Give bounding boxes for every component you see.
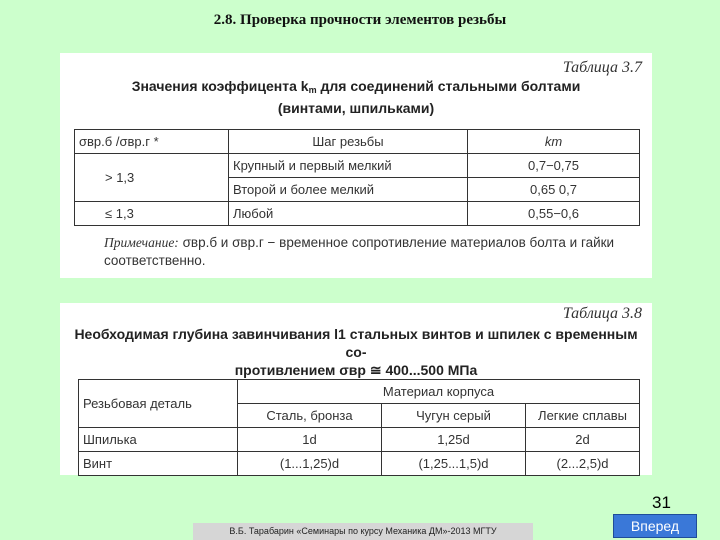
cell-steel: 1d: [238, 428, 382, 452]
cell-light: 2d: [526, 428, 640, 452]
next-button[interactable]: Вперед: [613, 514, 697, 538]
table-row: [79, 452, 640, 476]
cell-km: 0,55−0,6: [468, 202, 640, 226]
table-3-7-panel: [60, 53, 652, 278]
table-3-8: [78, 379, 640, 476]
footer-credit: В.Б. Тарабарин «Семинары по курсу Механика ДМ»-2013 МГТУ: [193, 523, 533, 540]
cell-part: Винт: [79, 452, 238, 476]
note-text: σвр.б и σвр.г − временное сопротивление материалов болта и гайки соответственно.: [104, 235, 615, 268]
table-row: [79, 428, 640, 452]
header-part: Резьбовая деталь: [79, 380, 238, 428]
table-number: Таблица 3.7: [562, 59, 642, 76]
cell-ratio: > 1,3: [75, 154, 229, 202]
cell-km: 0,65 0,7: [468, 178, 640, 202]
cell-cast-iron: 1,25d: [382, 428, 526, 452]
header-km: km: [468, 130, 640, 154]
note-label: Примечание:: [104, 235, 179, 250]
cell-steel: (1...1,25)d: [238, 452, 382, 476]
table-3-8-panel: [60, 303, 652, 475]
header-light: Легкие сплавы: [526, 404, 640, 428]
cell-light: (2...2,5)d: [526, 452, 640, 476]
table-3-7: [74, 129, 640, 226]
table-number: Таблица 3.8: [562, 305, 642, 322]
table-heading: Необходимая глубина завинчивания l1 стальных винтов и шпилек с временным со- противлением σвр ≅ 400...500 МПа: [74, 326, 638, 378]
cell-ratio: ≤ 1,3: [75, 202, 229, 226]
slide-title: 2.8. Проверка прочности элементов резьбы: [213, 12, 507, 28]
header-ratio: σвр.б /σвр.г *: [75, 130, 229, 154]
cell-km: 0,7−0,75: [468, 154, 640, 178]
table-heading: Значения коэффицента $k_m$ для соединений стальными болтами (винтами, шпильками): [131, 78, 581, 116]
table-header-row: [79, 380, 640, 404]
header-material: Материал корпуса: [238, 380, 640, 404]
header-cast-iron: Чугун серый: [382, 404, 526, 428]
page-number: 31: [652, 493, 671, 512]
table-header-row: [75, 130, 640, 154]
header-steel: Сталь, бронза: [238, 404, 382, 428]
cell-pitch: Крупный и первый мелкий: [229, 154, 468, 178]
cell-cast-iron: (1,25...1,5)d: [382, 452, 526, 476]
header-pitch: Шаг резьбы: [229, 130, 468, 154]
table-note: [104, 234, 644, 270]
table-row: [75, 202, 640, 226]
cell-pitch: Второй и более мелкий: [229, 178, 468, 202]
cell-pitch: Любой: [229, 202, 468, 226]
table-row: [75, 154, 640, 178]
cell-part: Шпилька: [79, 428, 238, 452]
